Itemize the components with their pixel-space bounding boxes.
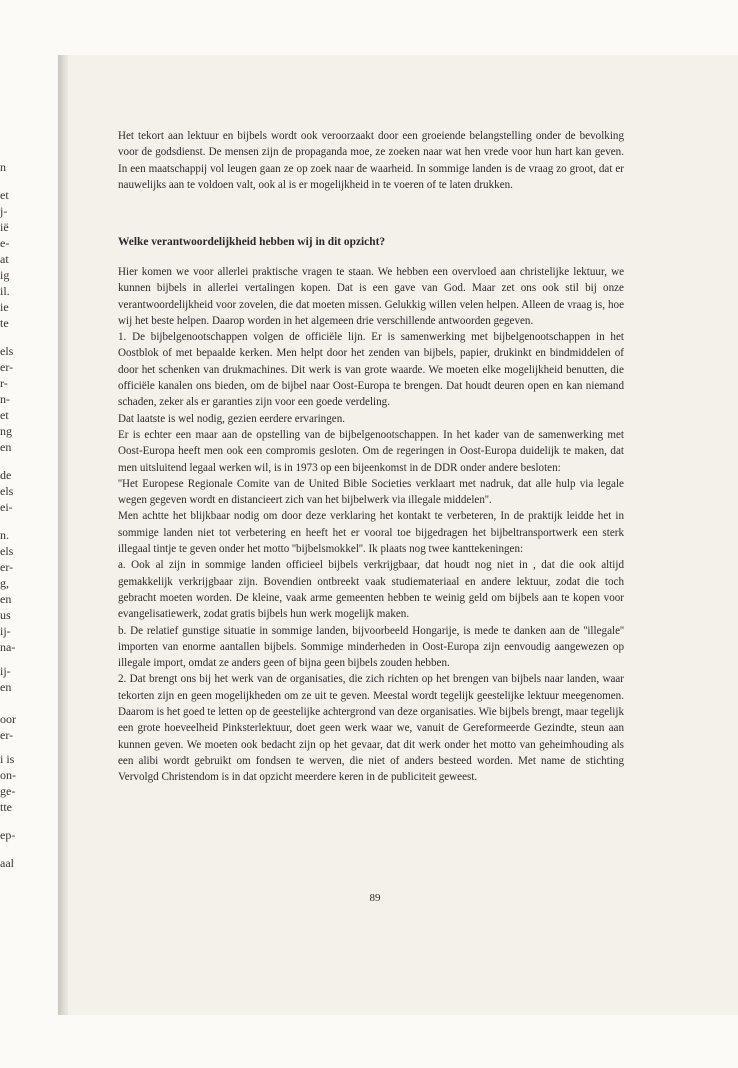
paragraph: a. Ook al zijn in sommige landen officieel bijbels verkrijgbaar, dat houdt nog niet in , dat die ook altijd gemakkelijk verkrijgbaar zijn. Bovendien ontbreekt vaak studiemateriaal en andere lektuur, zodat die toch gebracht moeten worden. De kleine, vaak arme gemeenten hebben te weinig geld om bijbels aan te kopen voor evangelisatiewerk, zodat gratis bijbels hun werk mogelijk maken.	[118, 559, 624, 621]
facing-page-fragment: n.	[0, 528, 9, 542]
section-body	[118, 264, 624, 786]
facing-page-fragment: ep-	[0, 828, 16, 842]
facing-page-fragment: ij-	[0, 664, 11, 678]
facing-page-fragment: els	[0, 484, 14, 498]
facing-page-fragment: tte	[0, 800, 12, 814]
facing-page-fragment: els	[0, 544, 14, 558]
facing-page-fragment: er-	[0, 728, 14, 742]
paragraph: Dat laatste is wel nodig, gezien eerdere ervaringen.	[118, 412, 346, 425]
facing-page-fragment: et	[0, 408, 9, 422]
paragraph: Er is echter een maar aan de opstelling van de bijbelgenootschappen. In het kader van de samenwerking met Oost-Europa heeft men ook een compromis gesloten. Om de regeringen in Oost-Europa duidelijk te maken, dat men uitsluitend legaal werken wil, is in 1973 op een bijeenkomst in de DDR onder andere besloten:	[118, 428, 624, 474]
facing-page-fragment: en	[0, 592, 12, 606]
facing-page-fragment: g,	[0, 576, 9, 590]
facing-page-fragment: ge-	[0, 784, 16, 798]
facing-page-fragment: ng	[0, 424, 12, 438]
facing-page-fragment: n-	[0, 392, 10, 406]
paragraph: 1. De bijbelgenootschappen volgen de officiële lijn. Er is samenwerking met bijbelgenootschappen in het Oostblok of met bepaalde kerken. Men helpt door het zenden van bijbels, papier, drukinkt en bindmiddelen of door het schenken van drukmachines. Dit werk is van grote waarde. We moeten elke mogelijkheid benutten, die officiële kanalen ons bieden, om de bijbel naar Oost-Europa te brengen. Dat houdt deuren open en kan niemand schaden, zeker als er garanties zijn voor een goede verdeling.	[118, 331, 624, 409]
section-heading: Welke verantwoordelijkheid hebben wij in dit opzicht?	[118, 236, 386, 248]
facing-page-fragment: il.	[0, 284, 10, 298]
facing-page-fragment: n	[0, 160, 6, 174]
page-number: 89	[369, 892, 381, 904]
facing-page-fragment: us	[0, 608, 11, 622]
facing-page-fragment: ie	[0, 300, 9, 314]
intro-text: Het tekort aan lektuur en bijbels wordt ook veroorzaakt door een groeiende belangstelling onder de bevolking voor de godsdienst. De mensen zijn de propaganda moe, ze zoeken naar wat hen vrede voor hun hart kan geven. In een maatschappij vol leugen gaan ze op zoek naar de waarheid. In sommige landen is de vraag zo groot, dat er nauwelijks aan te voldoen valt, ook al is er mogelijkheid in te voeren of te laten drukken.	[118, 130, 624, 191]
intro-paragraph	[118, 128, 624, 193]
facing-page-fragment: els	[0, 344, 14, 358]
paragraph: 2. Dat brengt ons bij het werk van de organisaties, die zich richten op het brengen van bijbels naar landen, waar tekorten zijn en geen mogelijkheden om ze uit te geven. Meestal wordt tegelijk geestelijke lektuur meegenomen. Daarom is het goed te letten op de geestelijke achtergrond van deze organisaties. Wie bijbels brengt, maar tegelijk een grote hoeveelheid Pinksterlektuur, doet geen werk waar we, vanuit de Gereformeerde Gezindte, steun aan kunnen geven. We moeten ook bedacht zijn op het gevaar, dat dit werk onder het motto van geheimhouding als een alibi wordt gebruikt om fondsen te werven, die niet of anders besteed worden. Met name de stichting Vervolgd Christendom is in dat opzicht meerdere keren in de publiciteit geweest.	[118, 673, 624, 784]
facing-page-fragment: e-	[0, 236, 10, 250]
facing-page-fragment: en	[0, 440, 12, 454]
facing-page-fragment: r-	[0, 376, 8, 390]
facing-page-fragment: on-	[0, 768, 16, 782]
facing-page-fragment: aal	[0, 856, 14, 870]
facing-page-fragment: j-	[0, 204, 8, 218]
paragraph: Men achtte het blijkbaar nodig om door deze verklaring het kontakt te verbeteren, In de praktijk leidde het in sommige landen niet tot verbetering en heeft het er vooral toe bijgedragen het bijbeltransportwerk een sterk illegaal tintje te geven onder het motto ''bijbelsmokkel''. Ik plaats nog twee kanttekeningen:	[118, 510, 624, 556]
facing-page-fragment: er-	[0, 560, 14, 574]
facing-page-fragment: ij-	[0, 624, 11, 638]
facing-page-margin	[0, 0, 56, 1068]
facing-page-fragment: i is	[0, 752, 15, 766]
facing-page-fragment: oor	[0, 712, 16, 726]
paragraph: ''Het Europese Regionale Comite van de United Bible Societies verklaart met nadruk, dat alle hulp via legale wegen gegeven wordt en distancieert zich van het bijbelwerk via illegale middelen''.	[118, 477, 624, 507]
facing-page-fragment: na-	[0, 640, 16, 654]
facing-page-fragment: er-	[0, 360, 14, 374]
facing-page-fragment: ië	[0, 220, 9, 234]
facing-page-fragment: at	[0, 252, 9, 266]
paragraph: Hier komen we voor allerlei praktische vragen te staan. We hebben een overvloed aan christelijke lektuur, we kunnen bijbels in allerlei vertalingen kopen. Dat is een gave van God. Maar zet ons ook stil bij onze verantwoordelijkheid voor zovelen, die dat moeten missen. Gelukkig willen velen helpen. Alleen de vraag is, hoe wij het beste helpen. Daarop worden in het algemeen drie verschillende antwoorden gegeven.	[118, 266, 624, 327]
facing-page-fragment: te	[0, 316, 9, 330]
paragraph: b. De relatief gunstige situatie in sommige landen, bijvoorbeeld Hongarije, is mede te danken aan de ''illegale'' importen van enorme aantallen bijbels. Sommige minderheden in Oost-Europa zijn eenvoudig aangewezen op illegale import, omdat ze anders geen of bijna geen bijbels zouden hebben.	[118, 624, 624, 670]
facing-page-fragment: et	[0, 188, 9, 202]
facing-page-fragment: ig	[0, 268, 10, 282]
facing-page-fragment: de	[0, 468, 12, 482]
facing-page-fragment: en	[0, 680, 12, 694]
facing-page-fragment: ei-	[0, 500, 13, 514]
